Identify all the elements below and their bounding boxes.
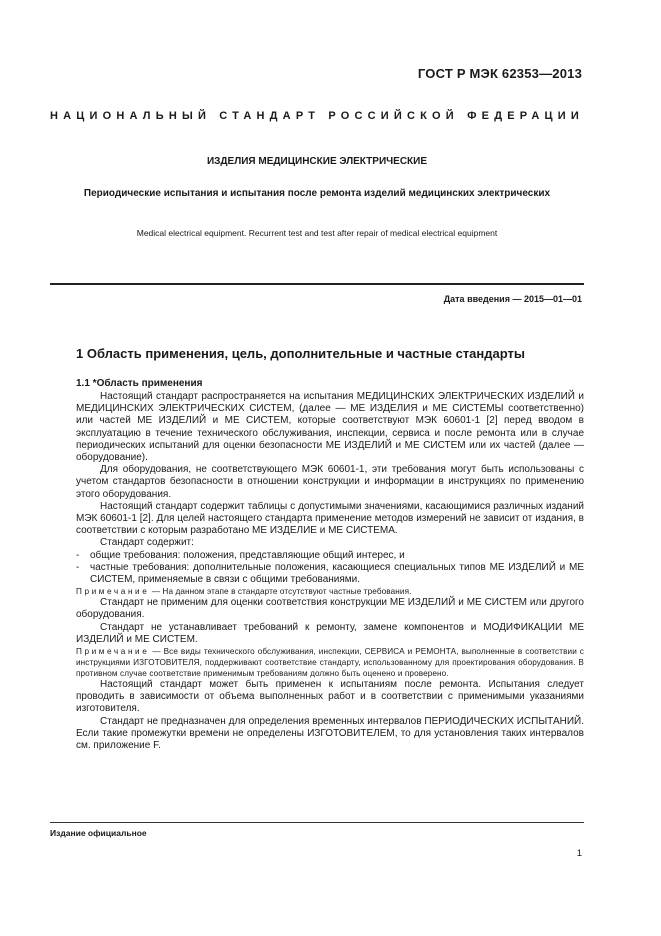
note: Примечание — Все виды технического обслуживания, инспекции, СЕРВИСА и РЕМОНТА, выполненные в соответствии с инструкциями ИЗГОТОВИТЕЛЯ, поддерживают соответствие стандарту, использованному для проектирования оборудования. В противном случае соответствие применимым требованиям должно быть оценено и проверено. [76, 647, 585, 679]
paragraph: Настоящий стандарт содержит таблицы с допустимыми значениями, касающимися различных изданий МЭК 60601-1 [2]. Для целей настоящего стандарта применение методов измерений не зависит от издания, в соответствии с которым разработано МЕ ИЗДЕЛИЕ и МЕ СИСТЕМА. [76, 500, 584, 537]
banner-word: ФЕДЕРАЦИИ [467, 110, 584, 122]
paragraph: Стандарт не применим для оценки соответствия конструкции МЕ ИЗДЕЛИЙ и МЕ СИСТЕМ или другого оборудования. [76, 597, 584, 621]
banner-word: НАЦИОНАЛЬНЫЙ [50, 110, 212, 122]
footer-divider [50, 822, 584, 823]
document-subtitle: Периодические испытания и испытания после ремонта изделий медицинских электрических [83, 188, 551, 199]
paragraph: Стандарт не предназначен для определения временных интервалов ПЕРИОДИЧЕСКИХ ИСПЫТАНИЙ. Если такие промежутки времени не определены ИЗГОТОВИТЕЛЕМ, то для установления таких интервалов см. приложение F. [76, 715, 584, 752]
paragraph: Настоящий стандарт распространяется на испытания МЕДИЦИНСКИХ ЭЛЕКТРИЧЕСКИХ ИЗДЕЛИЙ и МЕДИЦИНСКИХ ЭЛЕКТРИЧЕСКИХ СИСТЕМ, (далее — МЕ ИЗДЕЛИЯ и МЕ СИСТЕМЫ соответственно) или частей МЕ ИЗДЕЛИЙ и МЕ СИСТЕМ, которые соответствуют МЭК 60601-1 [2] перед вводом в эксплуатацию в течение технического обслуживания, инспекции, сервиса и после ремонта или в случае периодических испытаний для оценки безопасности МЕ ИЗДЕЛИЙ и МЕ СИСТЕМ или их частей (далее — оборудование). [76, 391, 584, 464]
note: Примечание — На данном этапе в стандарте отсутствуют частные требования. [76, 587, 412, 597]
list-item: - частные требования: дополнительные положения, касающиеся специальных типов МЕ ИЗДЕЛИЙ и МЕ СИСТЕМ, применяемые в связи с общими требованиями. [76, 561, 584, 586]
paragraph: Для оборудования, не соответствующего МЭК 60601-1, эти требования могут быть использованы с учетом стандартов безопасности в отношении конструкции и информации в инструкциях по применению этого оборудования. [76, 464, 584, 500]
banner-word: РОССИЙСКОЙ [328, 110, 459, 122]
document-title: ИЗДЕЛИЯ МЕДИЦИНСКИЕ ЭЛЕКТРИЧЕСКИЕ [206, 156, 428, 167]
paragraph: Настоящий стандарт может быть применен к испытаниям после ремонта. Испытания следует проводить в зависимости от объема выполненных работ и в соответствии с применимыми указаниями изготовителя. [76, 679, 584, 715]
list-dash: - [76, 549, 80, 561]
paragraph: Стандарт не устанавливает требований к ремонту, замене компонентов и МОДИФИКАЦИИ МЕ ИЗДЕЛИЙ и МЕ СИСТЕМ. [76, 621, 584, 645]
english-title: Medical electrical equipment. Recurrent test and test after repair of medical electrical equipment [136, 228, 498, 238]
section-heading: 1 Область применения, цель, дополнительные и частные стандарты [76, 346, 525, 361]
note-label: Примечание [76, 647, 150, 657]
section-body [76, 391, 584, 752]
note-label: Примечание [76, 587, 150, 597]
official-edition-label: Издание официальное [50, 828, 147, 838]
list-item: - общие требования: положения, представляющие общий интерес, и [76, 549, 405, 561]
title-divider [50, 283, 584, 285]
page-number: 1 [576, 848, 582, 859]
gost-code: ГОСТ Р МЭК 62353—2013 [417, 66, 582, 81]
national-standard-banner [50, 110, 584, 122]
list-dash: - [76, 561, 80, 573]
banner-word: СТАНДАРТ [219, 110, 321, 122]
date-of-introduction: Дата введения — 2015—01—01 [443, 294, 582, 304]
paragraph: Стандарт содержит: [100, 537, 194, 549]
subsection-heading: 1.1 *Область применения [76, 378, 203, 389]
